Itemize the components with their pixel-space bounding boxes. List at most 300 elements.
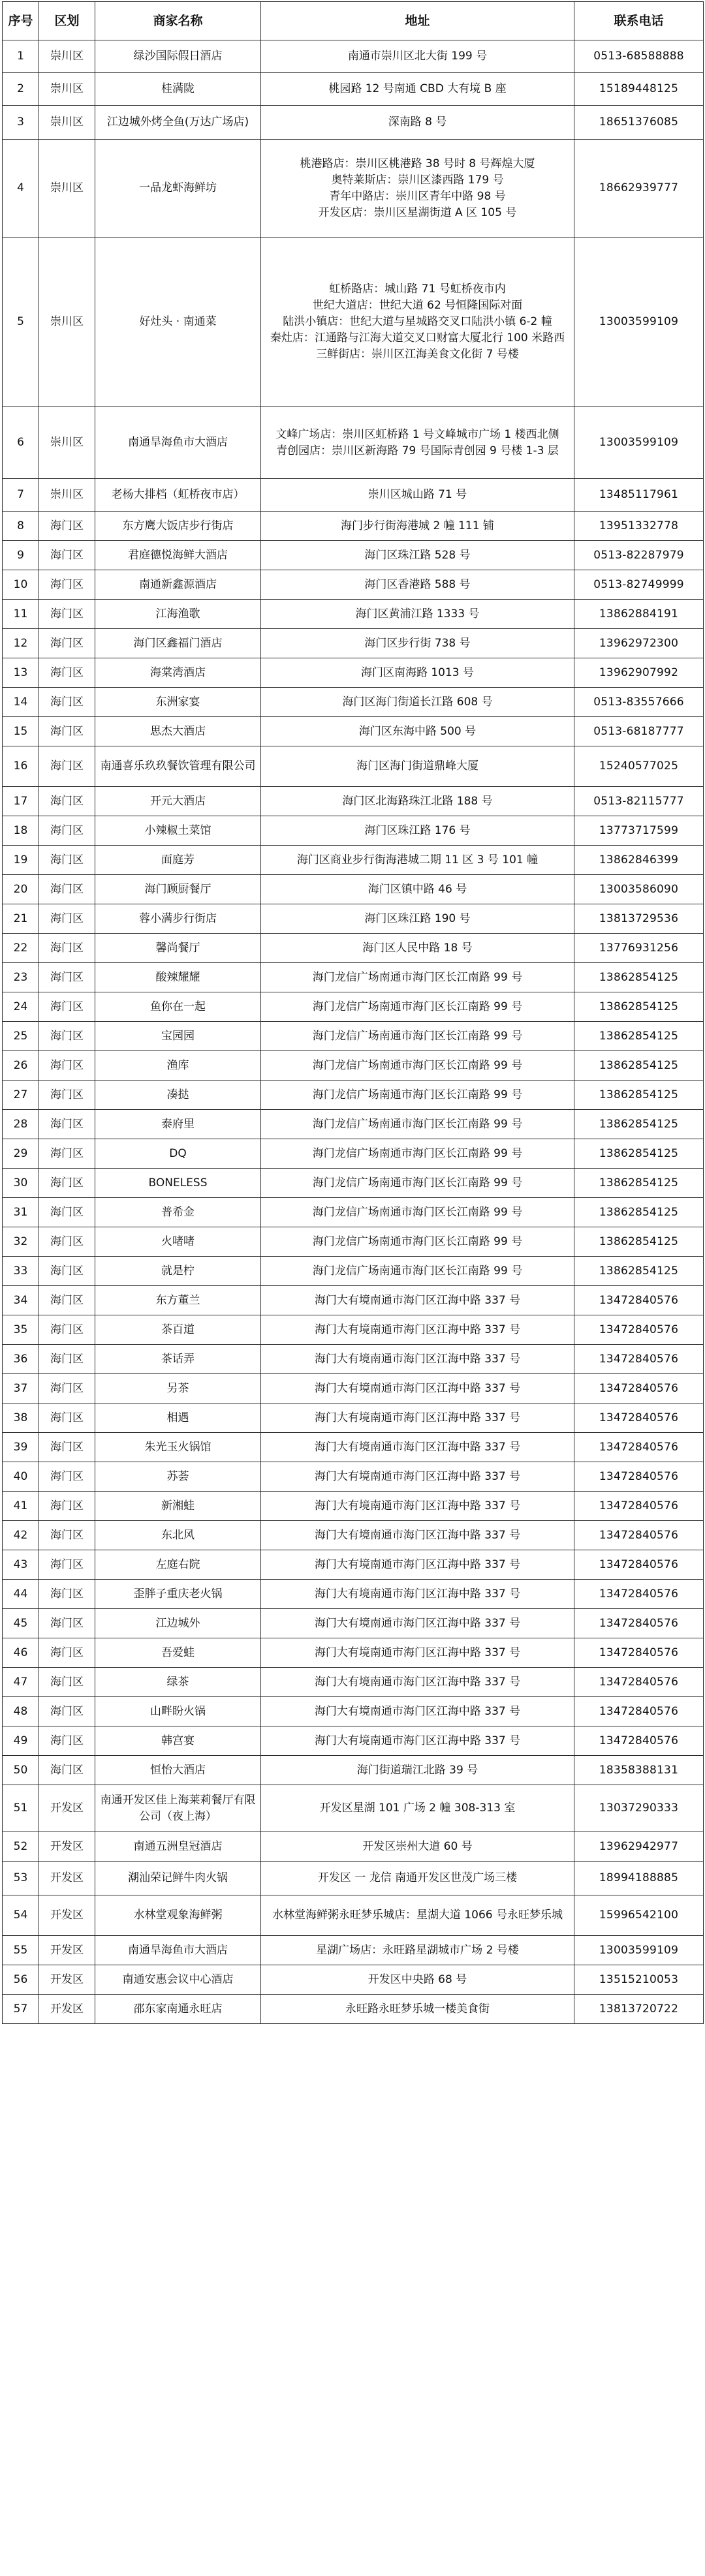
address-cell <box>261 846 574 875</box>
address-cell <box>261 479 574 512</box>
header-merchant-name: 商家名称 <box>95 2 261 40</box>
phone-cell: 13773717599 <box>574 816 704 846</box>
address-line: 海门大有境南通市海门区江海中路 337 号 <box>314 1646 521 1659</box>
address-cell <box>261 1995 574 2024</box>
address-line: 开发区中央路 68 号 <box>368 1972 467 1986</box>
address-line: 海门龙信广场南通市海门区长江南路 99 号 <box>312 1088 523 1101</box>
table-row <box>3 688 704 717</box>
district-cell: 海门区 <box>39 1227 95 1257</box>
address-line: 桃港路店：崇川区桃港路 38 号时 8 号辉煌大厦 <box>300 157 535 170</box>
merchant-name-cell: 苏荟 <box>95 1462 261 1492</box>
address-line: 开发区星湖 101 广场 2 幢 308-313 室 <box>319 1802 516 1815</box>
merchant-name-cell: 茶百道 <box>95 1315 261 1345</box>
address-cell <box>261 1315 574 1345</box>
district-cell: 海门区 <box>39 1198 95 1227</box>
merchant-name-cell: DQ <box>95 1139 261 1169</box>
address-cell <box>261 992 574 1022</box>
merchant-name-cell: 韩宫宴 <box>95 1726 261 1756</box>
address-line: 海门区黄浦江路 1333 号 <box>355 607 480 621</box>
address-cell <box>261 1051 574 1081</box>
table-row <box>3 746 704 787</box>
address-cell <box>261 875 574 904</box>
address-cell <box>261 541 574 570</box>
address-cell <box>261 1936 574 1965</box>
row-number-cell: 11 <box>3 600 39 629</box>
row-number-cell: 54 <box>3 1895 39 1936</box>
table-row <box>3 1022 704 1051</box>
phone-cell: 13862854125 <box>574 1169 704 1198</box>
address-line: 世纪大道店：世纪大道 62 号恒隆国际对面 <box>312 299 523 312</box>
phone-cell: 13472840576 <box>574 1345 704 1374</box>
address-line: 海门步行街海港城 2 幢 111 铺 <box>341 519 494 532</box>
address-cell <box>261 1862 574 1895</box>
district-cell: 海门区 <box>39 1315 95 1345</box>
address-line: 星湖广场店：永旺路星湖城市广场 2 号楼 <box>316 1943 519 1957</box>
phone-cell: 13003599109 <box>574 407 704 479</box>
row-number-cell: 25 <box>3 1022 39 1051</box>
merchant-name-cell: 普希金 <box>95 1198 261 1227</box>
address-line: 海门区香港路 588 号 <box>364 577 471 591</box>
table-row <box>3 1110 704 1139</box>
table-row <box>3 816 704 846</box>
row-number-cell: 48 <box>3 1697 39 1726</box>
address-cell <box>261 1286 574 1315</box>
merchant-name-cell: 左庭右院 <box>95 1550 261 1580</box>
phone-cell: 13472840576 <box>574 1609 704 1638</box>
phone-cell: 13472840576 <box>574 1433 704 1462</box>
phone-cell: 15189448125 <box>574 73 704 106</box>
address-line: 海门龙信广场南通市海门区长江南路 99 号 <box>312 1058 523 1072</box>
row-number-cell: 35 <box>3 1315 39 1345</box>
phone-cell: 13862854125 <box>574 1139 704 1169</box>
district-cell: 海门区 <box>39 1433 95 1462</box>
address-cell <box>261 407 574 479</box>
address-cell <box>261 1403 574 1433</box>
address-cell <box>261 73 574 106</box>
table-row <box>3 1257 704 1286</box>
district-cell: 海门区 <box>39 1051 95 1081</box>
address-line: 秦灶店：江通路与江海大道交叉口财富大厦北行 100 米路西 <box>270 331 565 345</box>
table-header-row <box>3 2 704 40</box>
row-number-cell: 49 <box>3 1726 39 1756</box>
table-row <box>3 407 704 479</box>
table-row <box>3 238 704 407</box>
phone-cell: 13472840576 <box>574 1638 704 1668</box>
address-cell <box>261 1081 574 1110</box>
merchant-name-cell: 绿茶 <box>95 1668 261 1697</box>
address-line: 青创园店：崇川区新海路 79 号国际青创园 9 号楼 1-3 层 <box>276 444 559 457</box>
address-cell <box>261 1227 574 1257</box>
table-row <box>3 1697 704 1726</box>
phone-cell: 13472840576 <box>574 1550 704 1580</box>
address-line: 开发区崇州大道 60 号 <box>362 1839 473 1853</box>
row-number-cell: 36 <box>3 1345 39 1374</box>
address-cell <box>261 658 574 688</box>
row-number-cell: 19 <box>3 846 39 875</box>
table-row <box>3 1995 704 2024</box>
row-number-cell: 27 <box>3 1081 39 1110</box>
merchant-name-cell: BONELESS <box>95 1169 261 1198</box>
address-cell <box>261 717 574 746</box>
district-cell: 海门区 <box>39 1169 95 1198</box>
row-number-cell: 16 <box>3 746 39 787</box>
address-line: 崇川区城山路 71 号 <box>368 488 467 501</box>
row-number-cell: 52 <box>3 1832 39 1862</box>
address-cell <box>261 1345 574 1374</box>
merchant-name-cell: 南通开发区佳上海莱莉餐厅有限公司（夜上海） <box>95 1785 261 1832</box>
row-number-cell: 45 <box>3 1609 39 1638</box>
address-cell <box>261 1668 574 1697</box>
phone-cell: 13472840576 <box>574 1315 704 1345</box>
merchant-name-cell: 小辣椒土菜馆 <box>95 816 261 846</box>
district-cell: 海门区 <box>39 1374 95 1403</box>
merchant-name-cell: 恒怡大酒店 <box>95 1756 261 1785</box>
table-row <box>3 512 704 541</box>
row-number-cell: 56 <box>3 1965 39 1995</box>
district-cell: 海门区 <box>39 1609 95 1638</box>
row-number-cell: 7 <box>3 479 39 512</box>
phone-cell: 13962972300 <box>574 629 704 658</box>
address-cell <box>261 1257 574 1286</box>
table-row <box>3 541 704 570</box>
row-number-cell: 15 <box>3 717 39 746</box>
district-cell: 海门区 <box>39 600 95 629</box>
district-cell: 海门区 <box>39 570 95 600</box>
address-cell <box>261 904 574 934</box>
table-row <box>3 1227 704 1257</box>
district-cell: 海门区 <box>39 1139 95 1169</box>
row-number-cell: 51 <box>3 1785 39 1832</box>
phone-cell: 13472840576 <box>574 1726 704 1756</box>
address-line: 水林堂海鲜粥永旺梦乐城店：星湖大道 1066 号永旺梦乐城 <box>272 1909 563 1922</box>
row-number-cell: 39 <box>3 1433 39 1462</box>
merchant-name-cell: 鱼你在一起 <box>95 992 261 1022</box>
row-number-cell: 30 <box>3 1169 39 1198</box>
phone-cell: 13472840576 <box>574 1697 704 1726</box>
address-cell <box>261 570 574 600</box>
address-cell <box>261 40 574 73</box>
table-row <box>3 570 704 600</box>
address-line: 海门大有境南通市海门区江海中路 337 号 <box>314 1381 521 1395</box>
address-line: 海门龙信广场南通市海门区长江南路 99 号 <box>312 1000 523 1013</box>
merchant-name-cell: 开元大酒店 <box>95 787 261 816</box>
address-cell <box>261 1580 574 1609</box>
phone-cell: 13862854125 <box>574 1198 704 1227</box>
merchant-name-cell: 江海渔歌 <box>95 600 261 629</box>
address-line: 海门龙信广场南通市海门区长江南路 99 号 <box>312 1205 523 1219</box>
phone-cell: 13472840576 <box>574 1668 704 1697</box>
merchant-name-cell: 潮汕荣记鲜牛肉火锅 <box>95 1862 261 1895</box>
table-row <box>3 1521 704 1550</box>
row-number-cell: 28 <box>3 1110 39 1139</box>
merchant-name-cell: 酸辣耀耀 <box>95 963 261 992</box>
address-line: 奥特莱斯店：崇川区漆西路 179 号 <box>331 173 504 187</box>
address-cell <box>261 1726 574 1756</box>
address-line: 文峰广场店：崇川区虹桥路 1 号文峰城市广场 1 楼西北侧 <box>275 427 559 441</box>
merchant-table <box>2 1 704 2024</box>
row-number-cell: 18 <box>3 816 39 846</box>
header-district: 区划 <box>39 2 95 40</box>
address-line: 海门大有境南通市海门区江海中路 337 号 <box>314 1704 521 1718</box>
merchant-name-cell: 思杰大酒店 <box>95 717 261 746</box>
merchant-name-cell: 桂满陇 <box>95 73 261 106</box>
merchant-name-cell: 东方鹰大饭店步行街店 <box>95 512 261 541</box>
address-line: 海门区人民中路 18 号 <box>362 941 473 955</box>
merchant-name-cell: 水林堂观象海鲜粥 <box>95 1895 261 1936</box>
row-number-cell: 13 <box>3 658 39 688</box>
row-number-cell: 5 <box>3 238 39 407</box>
merchant-name-cell: 南通旱海鱼市大酒店 <box>95 1936 261 1965</box>
address-line: 海门区镇中路 46 号 <box>368 882 467 896</box>
row-number-cell: 43 <box>3 1550 39 1580</box>
row-number-cell: 44 <box>3 1580 39 1609</box>
address-cell <box>261 1756 574 1785</box>
table-row <box>3 600 704 629</box>
table-row <box>3 904 704 934</box>
address-cell <box>261 1169 574 1198</box>
address-line: 海门龙信广场南通市海门区长江南路 99 号 <box>312 1234 523 1248</box>
address-cell <box>261 512 574 541</box>
district-cell: 开发区 <box>39 1832 95 1862</box>
row-number-cell: 53 <box>3 1862 39 1895</box>
merchant-name-cell: 茶话弄 <box>95 1345 261 1374</box>
merchant-name-cell: 好灶头 · 南通菜 <box>95 238 261 407</box>
phone-cell: 13862854125 <box>574 1110 704 1139</box>
phone-cell: 15240577025 <box>574 746 704 787</box>
address-cell <box>261 934 574 963</box>
table-row <box>3 73 704 106</box>
address-line: 海门大有境南通市海门区江海中路 337 号 <box>314 1440 521 1454</box>
phone-cell: 13472840576 <box>574 1580 704 1609</box>
table-row <box>3 1609 704 1638</box>
address-cell <box>261 1022 574 1051</box>
phone-cell: 13776931256 <box>574 934 704 963</box>
address-line: 海门大有境南通市海门区江海中路 337 号 <box>314 1499 521 1512</box>
phone-cell: 18651376085 <box>574 106 704 140</box>
table-row <box>3 1374 704 1403</box>
district-cell: 开发区 <box>39 1785 95 1832</box>
district-cell: 海门区 <box>39 1257 95 1286</box>
row-number-cell: 24 <box>3 992 39 1022</box>
phone-cell: 13813720722 <box>574 1995 704 2024</box>
row-number-cell: 57 <box>3 1995 39 2024</box>
phone-cell: 13862854125 <box>574 1051 704 1081</box>
table-row <box>3 1081 704 1110</box>
phone-cell: 15996542100 <box>574 1895 704 1936</box>
table-row <box>3 1832 704 1862</box>
district-cell: 海门区 <box>39 1081 95 1110</box>
merchant-name-cell: 南通五洲皇冠酒店 <box>95 1832 261 1862</box>
table-row <box>3 1345 704 1374</box>
phone-cell: 13472840576 <box>574 1492 704 1521</box>
address-line: 海门大有境南通市海门区江海中路 337 号 <box>314 1616 521 1630</box>
address-cell <box>261 600 574 629</box>
address-line: 开发区店：崇川区星湖街道 A 区 105 号 <box>318 206 517 219</box>
phone-cell: 13951332778 <box>574 512 704 541</box>
merchant-name-cell: 东方董兰 <box>95 1286 261 1315</box>
district-cell: 开发区 <box>39 1895 95 1936</box>
row-number-cell: 21 <box>3 904 39 934</box>
address-cell <box>261 238 574 407</box>
phone-cell: 13515210053 <box>574 1965 704 1995</box>
address-line: 海门区海门街道鼎峰大厦 <box>356 759 478 773</box>
table-row <box>3 1862 704 1895</box>
row-number-cell: 3 <box>3 106 39 140</box>
district-cell: 崇川区 <box>39 407 95 479</box>
table-row <box>3 963 704 992</box>
table-row <box>3 1785 704 1832</box>
merchant-name-cell: 绿沙国际假日酒店 <box>95 40 261 73</box>
phone-cell: 13037290333 <box>574 1785 704 1832</box>
address-line: 海门大有境南通市海门区江海中路 337 号 <box>314 1323 521 1336</box>
address-cell <box>261 688 574 717</box>
table-row <box>3 1051 704 1081</box>
row-number-cell: 6 <box>3 407 39 479</box>
address-line: 海门大有境南通市海门区江海中路 337 号 <box>314 1675 521 1689</box>
district-cell: 海门区 <box>39 1345 95 1374</box>
phone-cell: 13862854125 <box>574 1022 704 1051</box>
district-cell: 海门区 <box>39 1550 95 1580</box>
phone-cell: 0513-83557666 <box>574 688 704 717</box>
address-line: 海门区商业步行街海港城二期 11 区 3 号 101 幢 <box>296 853 539 866</box>
address-line: 海门街道瑞江北路 39 号 <box>356 1763 478 1777</box>
address-line: 海门区步行街 738 号 <box>364 636 471 650</box>
table-row <box>3 992 704 1022</box>
merchant-name-cell: 海门顾厨餐厅 <box>95 875 261 904</box>
phone-cell: 0513-82115777 <box>574 787 704 816</box>
district-cell: 崇川区 <box>39 106 95 140</box>
district-cell: 海门区 <box>39 1580 95 1609</box>
header-phone: 联系电话 <box>574 2 704 40</box>
district-cell: 海门区 <box>39 1521 95 1550</box>
row-number-cell: 31 <box>3 1198 39 1227</box>
address-line: 海门大有境南通市海门区江海中路 337 号 <box>314 1352 521 1366</box>
address-line: 南通市崇川区北大街 199 号 <box>347 50 488 63</box>
phone-cell: 13472840576 <box>574 1374 704 1403</box>
district-cell: 海门区 <box>39 1492 95 1521</box>
phone-cell: 13862854125 <box>574 992 704 1022</box>
merchant-name-cell: 南通喜乐玖玖餐饮管理有限公司 <box>95 746 261 787</box>
row-number-cell: 41 <box>3 1492 39 1521</box>
address-line: 海门区珠江路 528 号 <box>364 548 471 562</box>
address-cell <box>261 963 574 992</box>
address-line: 海门大有境南通市海门区江海中路 337 号 <box>314 1411 521 1424</box>
merchant-name-cell: 相遇 <box>95 1403 261 1433</box>
address-cell <box>261 1110 574 1139</box>
address-line: 海门大有境南通市海门区江海中路 337 号 <box>314 1528 521 1542</box>
phone-cell: 0513-82287979 <box>574 541 704 570</box>
table-row <box>3 934 704 963</box>
address-cell <box>261 746 574 787</box>
merchant-name-cell: 一品龙虾海鲜坊 <box>95 140 261 238</box>
district-cell: 海门区 <box>39 992 95 1022</box>
address-line: 海门区珠江路 176 号 <box>364 823 471 837</box>
address-line: 海门龙信广场南通市海门区长江南路 99 号 <box>312 1264 523 1278</box>
phone-cell: 13472840576 <box>574 1403 704 1433</box>
address-line: 海门大有境南通市海门区江海中路 337 号 <box>314 1557 521 1571</box>
table-row <box>3 40 704 73</box>
row-number-cell: 33 <box>3 1257 39 1286</box>
address-cell <box>261 1198 574 1227</box>
phone-cell: 0513-68588888 <box>574 40 704 73</box>
table-row <box>3 1936 704 1965</box>
row-number-cell: 9 <box>3 541 39 570</box>
merchant-name-cell: 面庭芳 <box>95 846 261 875</box>
address-cell <box>261 1374 574 1403</box>
merchant-name-cell: 南通安惠会议中心酒店 <box>95 1965 261 1995</box>
address-line: 海门龙信广场南通市海门区长江南路 99 号 <box>312 1146 523 1160</box>
address-cell <box>261 816 574 846</box>
table-row <box>3 1756 704 1785</box>
table-row <box>3 1315 704 1345</box>
address-line: 海门大有境南通市海门区江海中路 337 号 <box>314 1734 521 1747</box>
table-row <box>3 1668 704 1697</box>
row-number-cell: 38 <box>3 1403 39 1433</box>
address-line: 海门龙信广场南通市海门区长江南路 99 号 <box>312 970 523 984</box>
phone-cell: 13472840576 <box>574 1521 704 1550</box>
row-number-cell: 23 <box>3 963 39 992</box>
phone-cell: 13813729536 <box>574 904 704 934</box>
header-address: 地址 <box>261 2 574 40</box>
table-row <box>3 1726 704 1756</box>
district-cell: 海门区 <box>39 512 95 541</box>
row-number-cell: 4 <box>3 140 39 238</box>
address-cell <box>261 1462 574 1492</box>
district-cell: 海门区 <box>39 717 95 746</box>
row-number-cell: 8 <box>3 512 39 541</box>
district-cell: 海门区 <box>39 1726 95 1756</box>
address-cell <box>261 1433 574 1462</box>
phone-cell: 13472840576 <box>574 1462 704 1492</box>
row-number-cell: 2 <box>3 73 39 106</box>
address-cell <box>261 106 574 140</box>
merchant-name-cell: 朱光玉火锅馆 <box>95 1433 261 1462</box>
table-row <box>3 1580 704 1609</box>
table-body <box>3 40 704 2024</box>
address-line: 桃园路 12 号南通 CBD 大有境 B 座 <box>328 82 507 95</box>
address-line: 海门区北海路珠江北路 188 号 <box>342 794 493 808</box>
table-row <box>3 140 704 238</box>
table-row <box>3 106 704 140</box>
district-cell: 海门区 <box>39 1638 95 1668</box>
address-line: 青年中路店：崇川区青年中路 98 号 <box>329 189 506 203</box>
address-cell <box>261 787 574 816</box>
address-cell <box>261 1697 574 1726</box>
merchant-name-cell: 海门区鑫福门酒店 <box>95 629 261 658</box>
table-row <box>3 1550 704 1580</box>
phone-cell: 13485117961 <box>574 479 704 512</box>
phone-cell: 13472840576 <box>574 1286 704 1315</box>
merchant-name-cell: 江边城外 <box>95 1609 261 1638</box>
table-row <box>3 1169 704 1198</box>
row-number-cell: 29 <box>3 1139 39 1169</box>
header-no: 序号 <box>3 2 39 40</box>
merchant-name-cell: 山畔盼火锅 <box>95 1697 261 1726</box>
district-cell: 海门区 <box>39 746 95 787</box>
merchant-name-cell: 南通新鑫源酒店 <box>95 570 261 600</box>
address-cell <box>261 1895 574 1936</box>
district-cell: 海门区 <box>39 688 95 717</box>
merchant-name-cell: 南通旱海鱼市大酒店 <box>95 407 261 479</box>
district-cell: 海门区 <box>39 1756 95 1785</box>
merchant-name-cell: 新湘蛙 <box>95 1492 261 1521</box>
district-cell: 海门区 <box>39 1462 95 1492</box>
district-cell: 崇川区 <box>39 238 95 407</box>
row-number-cell: 34 <box>3 1286 39 1315</box>
row-number-cell: 20 <box>3 875 39 904</box>
table-row <box>3 1433 704 1462</box>
address-line: 永旺路永旺梦乐城一楼美食街 <box>345 2002 490 2016</box>
